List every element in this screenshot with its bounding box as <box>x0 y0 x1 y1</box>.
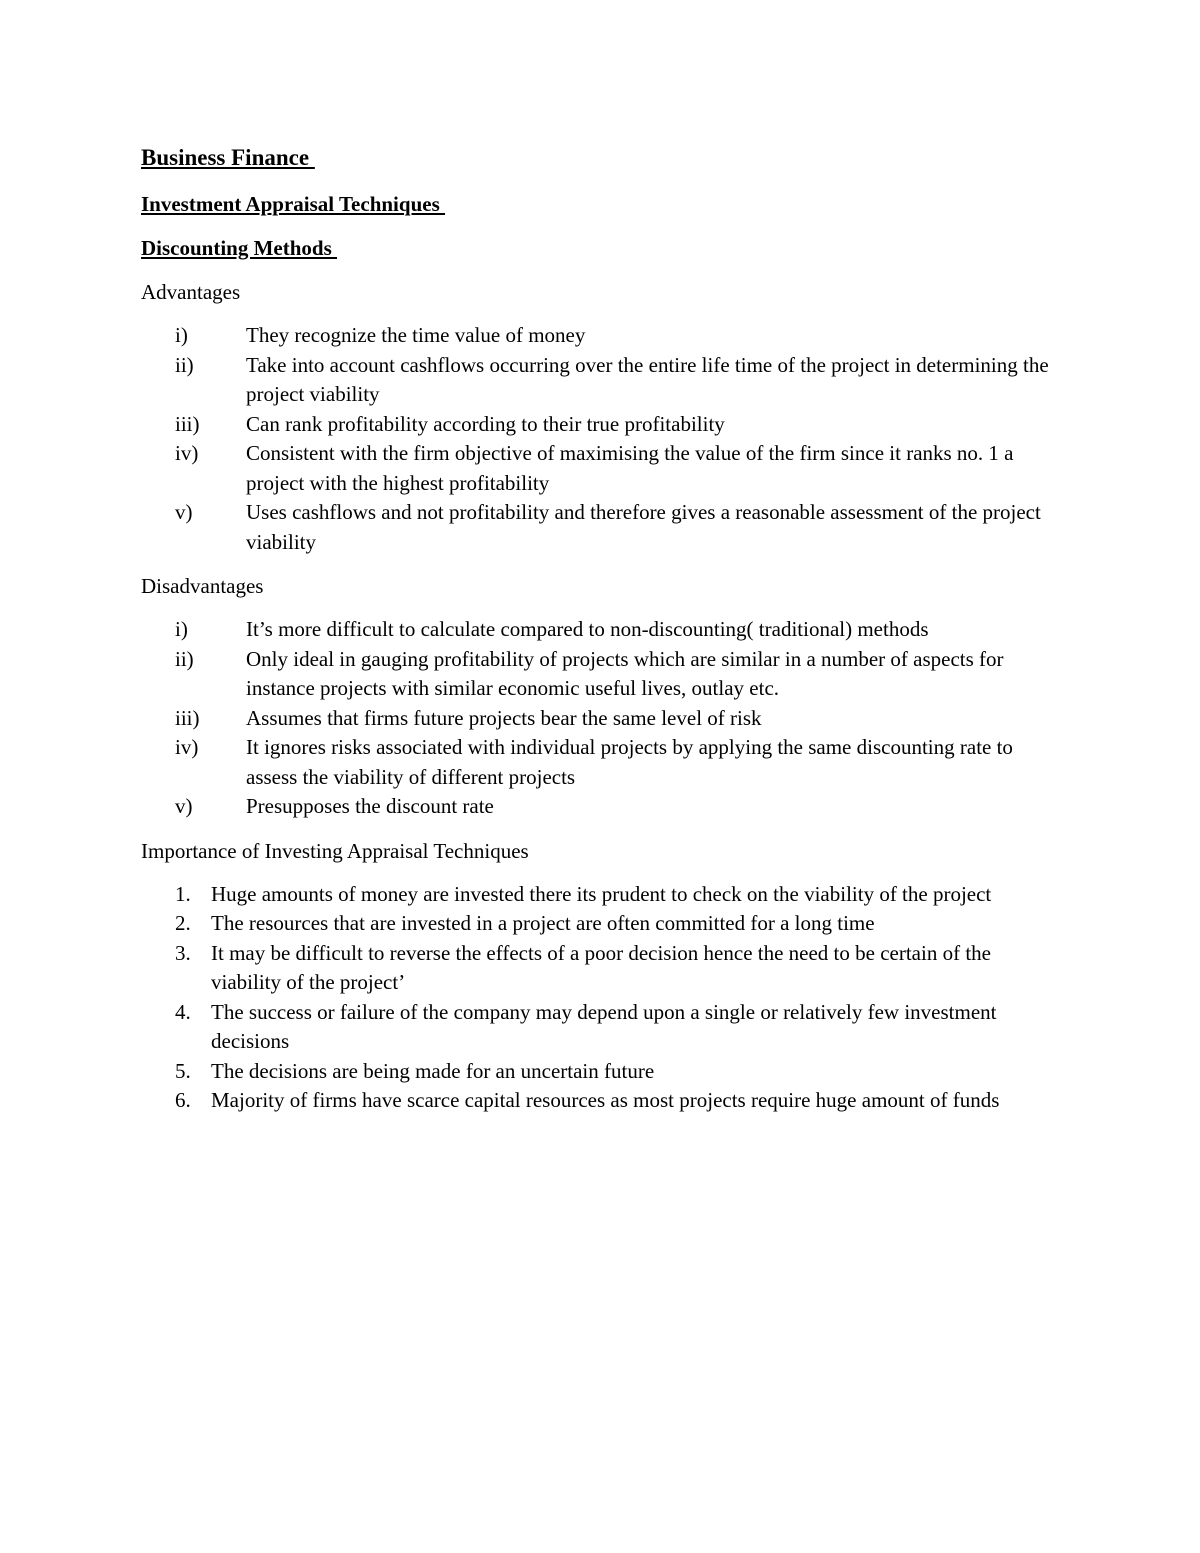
advantages-heading: Advantages <box>141 280 241 304</box>
list-item-text: Take into account cashflows occurring over the entire life time of the project in determining the project viability <box>246 352 1049 406</box>
list-item-text: The success or failure of the company may depend upon a single or relatively few investment decisions <box>211 999 997 1053</box>
list-item <box>141 321 1061 351</box>
list-item-text: Assumes that firms future projects bear the same level of risk <box>246 705 762 730</box>
disadvantages-heading: Disadvantages <box>141 574 264 598</box>
document-body <box>141 143 1061 1116</box>
list-item <box>141 1086 1061 1116</box>
list-item <box>141 909 1061 939</box>
list-item-text: Consistent with the firm objective of maximising the value of the firm since it ranks no. 1 a project with the highest profitability <box>246 441 1014 495</box>
list-item <box>141 939 1061 998</box>
list-item <box>141 1057 1061 1087</box>
list-marker: 4. <box>175 999 191 1024</box>
list-item-text: It may be difficult to reverse the effects of a poor decision hence the need to be certain of the viability of the project’ <box>211 940 991 994</box>
list-marker: 3. <box>175 940 191 965</box>
list-marker: iii) <box>175 705 200 730</box>
importance-list <box>141 880 1061 1116</box>
list-marker: 6. <box>175 1088 191 1112</box>
list-item-text: Presupposes the discount rate <box>246 794 494 818</box>
subsection-title: Discounting Methods <box>141 236 338 260</box>
list-marker: i) <box>175 323 188 347</box>
list-item-text: It’s more difficult to calculate compared to non-discounting( traditional) methods <box>246 617 929 641</box>
list-item <box>141 498 1061 557</box>
list-item <box>141 410 1061 440</box>
list-marker: v) <box>175 500 193 524</box>
list-marker: ii) <box>175 646 194 671</box>
list-item <box>141 880 1061 910</box>
list-item-text: It ignores risks associated with individual projects by applying the same discounting rate to assess the viability of different projects <box>246 735 1013 789</box>
list-item <box>141 998 1061 1057</box>
list-item-text: They recognize the time value of money <box>246 323 586 347</box>
list-marker: i) <box>175 617 188 641</box>
list-item <box>141 439 1061 498</box>
list-item-text: Majority of firms have scarce capital resources as most projects require huge amount of funds <box>211 1088 1000 1112</box>
document-title: Business Finance <box>141 145 315 170</box>
list-item-text: The decisions are being made for an uncertain future <box>211 1058 655 1083</box>
importance-heading: Importance of Investing Appraisal Techniques <box>141 838 529 863</box>
list-item-text: Can rank profitability according to their true profitability <box>246 411 725 436</box>
list-marker: iii) <box>175 411 200 436</box>
list-item-text: Huge amounts of money are invested there its prudent to check on the viability of the project <box>211 881 992 906</box>
list-item-text: The resources that are invested in a project are often committed for a long time <box>211 911 875 935</box>
list-marker: iv) <box>175 735 199 759</box>
list-marker: 1. <box>175 881 191 906</box>
list-item-text: Uses cashflows and not profitability and therefore gives a reasonable assessment of the project viability <box>246 500 1041 554</box>
list-item <box>141 733 1061 792</box>
list-item <box>141 704 1061 734</box>
list-item-text: Only ideal in gauging profitability of projects which are similar in a number of aspects for instance projects with similar economic useful lives, outlay etc. <box>246 646 1004 700</box>
disadvantages-list <box>141 615 1061 822</box>
section-title: Investment Appraisal Techniques <box>141 192 445 216</box>
advantages-list <box>141 321 1061 557</box>
list-marker: 5. <box>175 1058 191 1083</box>
list-item <box>141 615 1061 645</box>
list-marker: v) <box>175 794 193 818</box>
list-item <box>141 351 1061 410</box>
list-item <box>141 792 1061 822</box>
list-marker: ii) <box>175 352 194 377</box>
list-marker: 2. <box>175 911 191 935</box>
list-marker: iv) <box>175 441 199 465</box>
list-item <box>141 645 1061 704</box>
